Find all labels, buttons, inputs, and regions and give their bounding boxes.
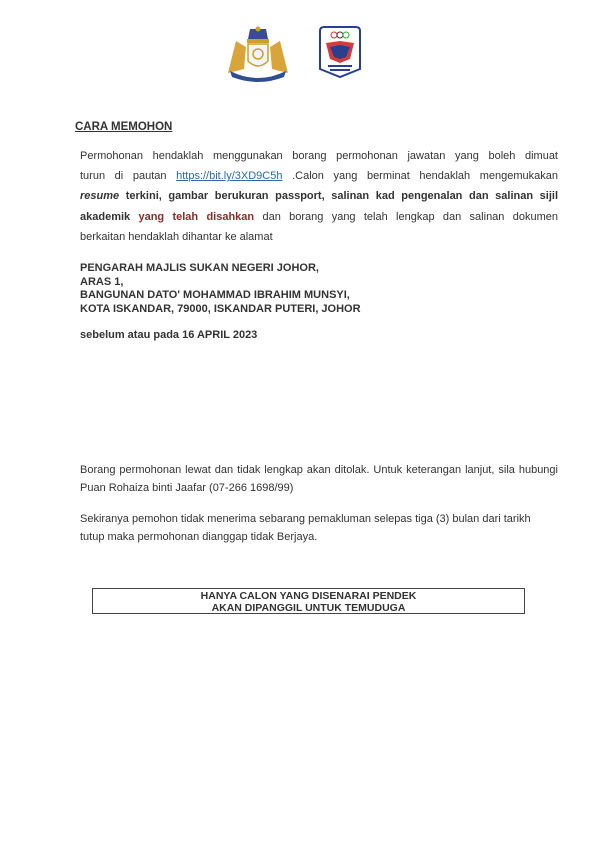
mailing-address	[80, 262, 361, 316]
majlis-sukan-johor-logo	[318, 25, 362, 79]
text: yang telah disahkan	[138, 210, 255, 223]
section-heading: CARA MEMOHON	[75, 121, 173, 133]
text: dan borang yang telah lengkap dan salinan dokumen	[254, 210, 558, 223]
deadline: sebelum atau pada 16 APRIL 2023	[80, 329, 258, 341]
late-application-note: Borang permohonan lewat dan tidak lengkap akan ditolak. Untuk keterangan lanjut, sila hubungi Puan Rohaiza binti Jaafar (07-266 1698/99)	[80, 464, 558, 494]
text: .Calon yang berminat hendaklah mengemukakan	[282, 170, 558, 183]
address-line: ARAS 1,	[80, 275, 124, 288]
johor-crest-logo	[222, 25, 294, 83]
para-line	[80, 186, 558, 206]
address-line: KOTA ISKANDAR, 79000, ISKANDAR PUTERI, JOHOR	[80, 302, 361, 315]
notice-line: AKAN DIPANGGIL UNTUK TEMUDUGA	[211, 602, 406, 614]
para-line	[80, 207, 558, 227]
instructions-paragraph	[80, 146, 558, 247]
text: akademik	[80, 210, 139, 223]
no-response-note: Sekiranya pemohon tidak menerima sebarang pemakluman selepas tiga (3) bulan dari tarikh tutup maka permohonan dianggap tidak Berjaya.	[80, 513, 531, 543]
text: resume	[80, 190, 120, 203]
application-form-link[interactable]: https://bit.ly/3XD9C5h	[176, 170, 283, 183]
para-line: Permohonan hendaklah menggunakan borang permohonan jawatan yang boleh dimuat	[80, 150, 558, 162]
notice-line: HANYA CALON YANG DISENARAI PENDEK	[200, 590, 417, 602]
address-line: BANGUNAN DATO' MOHAMMAD IBRAHIM MUNSYI,	[80, 289, 350, 301]
address-line: PENGARAH MAJLIS SUKAN NEGERI JOHOR,	[80, 262, 319, 274]
text: terkini, gambar berukuran passport, salinan kad pengenalan dan salinan sijil	[119, 190, 558, 203]
text: turun di pautan	[80, 170, 177, 183]
para-line: berkaitan hendaklah dihantar ke alamat	[80, 230, 273, 243]
para-line	[80, 166, 558, 186]
shortlist-notice-box	[92, 588, 525, 614]
